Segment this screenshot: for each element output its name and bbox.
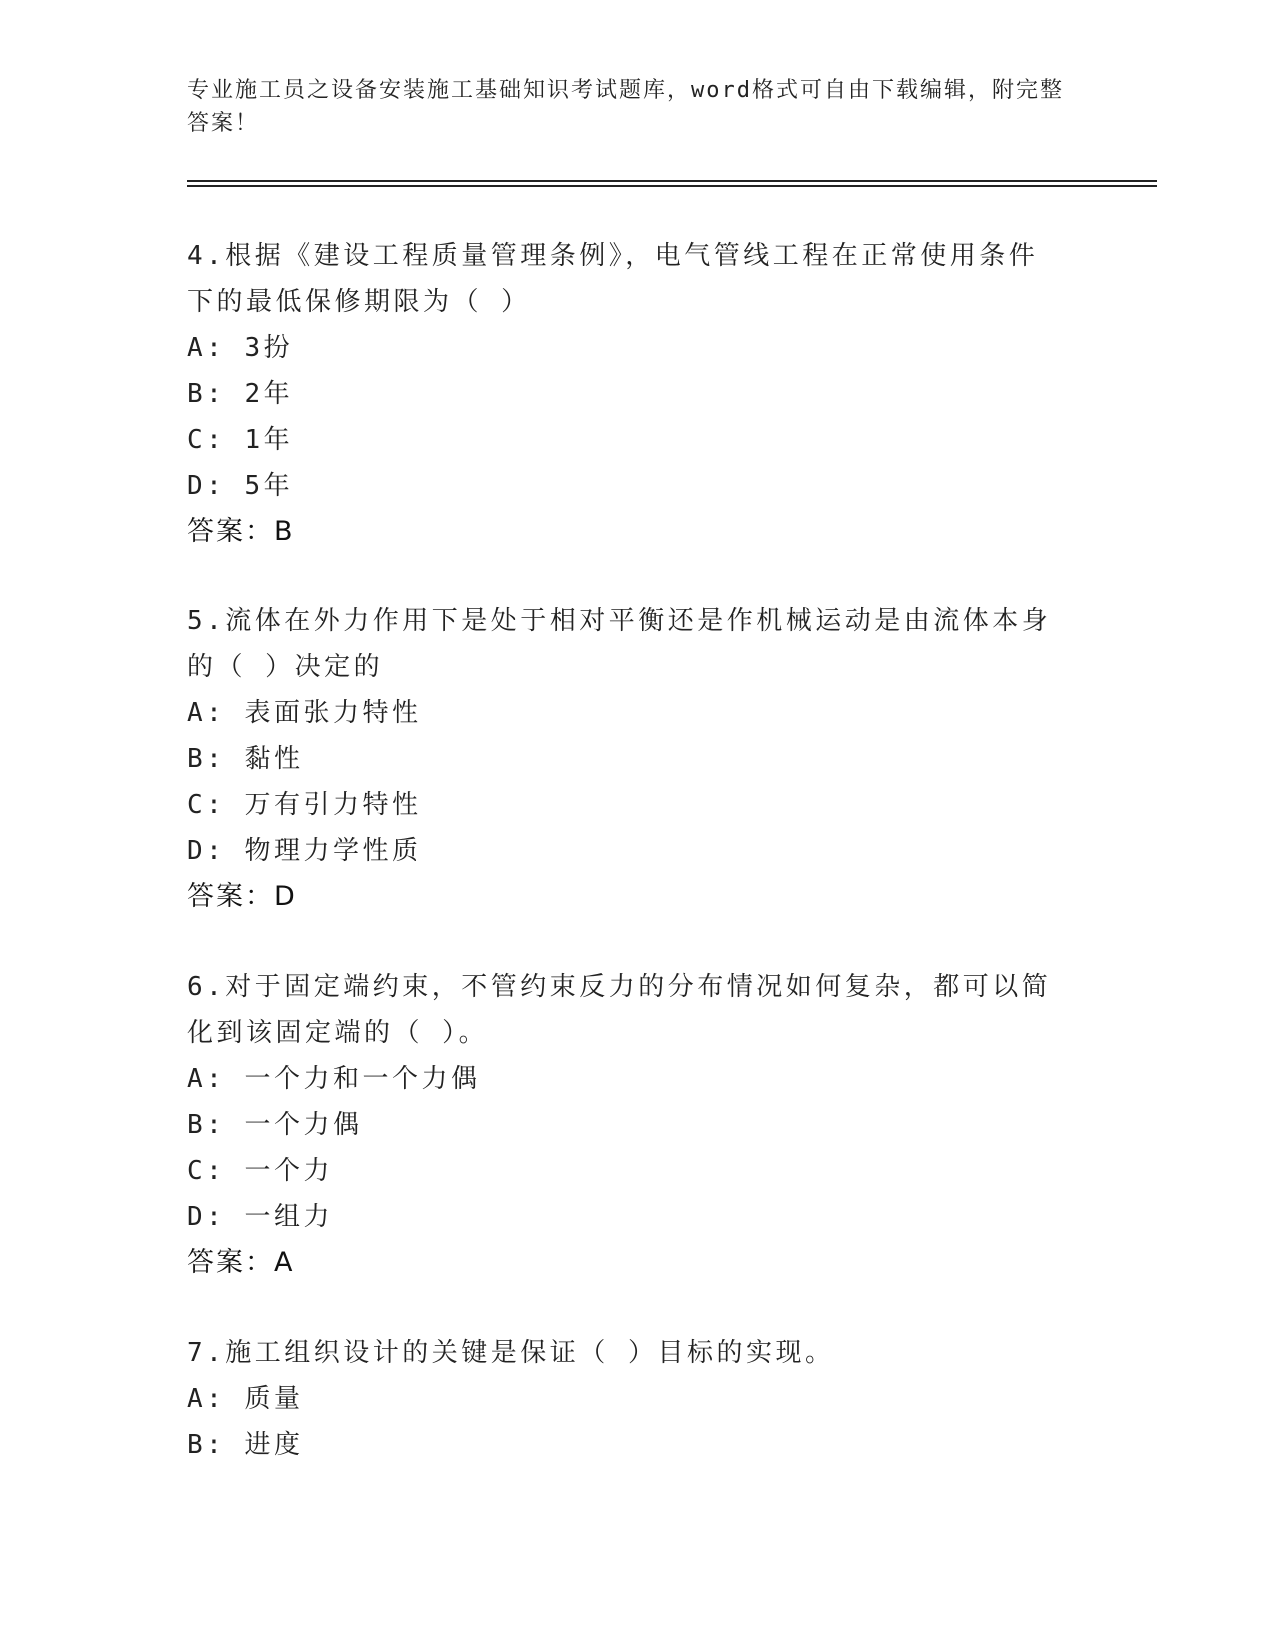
option-c: C: 万有引力特性 [187,790,422,820]
option-a: A: 表面张力特性 [187,698,422,728]
question-5 [187,598,1067,920]
option-a: A: 质量 [187,1384,304,1414]
document-header: 专业施工员之设备安装施工基础知识考试题库，word格式可自由下载编辑，附完整答案！ [187,78,1064,136]
answer: 答案：B [187,516,295,547]
option-c: C: 1年 [187,425,294,455]
answer: 答案：D [187,881,297,912]
option-c: C: 一个力 [187,1156,333,1186]
option-b: B: 黏性 [187,744,304,774]
question-text: 5.流体在外力作用下是处于相对平衡还是作机械运动是由流体本身的（ ）决定的 [187,606,1052,682]
option-b: B: 一个力偶 [187,1110,363,1140]
question-4 [187,233,1067,555]
header-divider-top [187,180,1157,182]
option-b: B: 进度 [187,1430,304,1460]
question-text: 4.根据《建设工程质量管理条例》，电气管线工程在正常使用条件下的最低保修期限为（ ） [187,241,1039,317]
option-a: A: 3扮 [187,333,294,363]
option-a: A: 一个力和一个力偶 [187,1064,481,1094]
option-b: B: 2年 [187,379,294,409]
question-text: 7.施工组织设计的关键是保证（ ）目标的实现。 [187,1338,835,1368]
option-d: D: 物理力学性质 [187,836,422,866]
answer: 答案：A [187,1247,295,1278]
option-d: D: 一组力 [187,1202,333,1232]
question-6 [187,964,1067,1286]
option-d: D: 5年 [187,471,294,501]
question-text: 6.对于固定端约束，不管约束反力的分布情况如何复杂，都可以简化到该固定端的（ ）。 [187,972,1052,1048]
header-divider-bottom [187,185,1157,187]
question-7 [187,1330,1067,1468]
